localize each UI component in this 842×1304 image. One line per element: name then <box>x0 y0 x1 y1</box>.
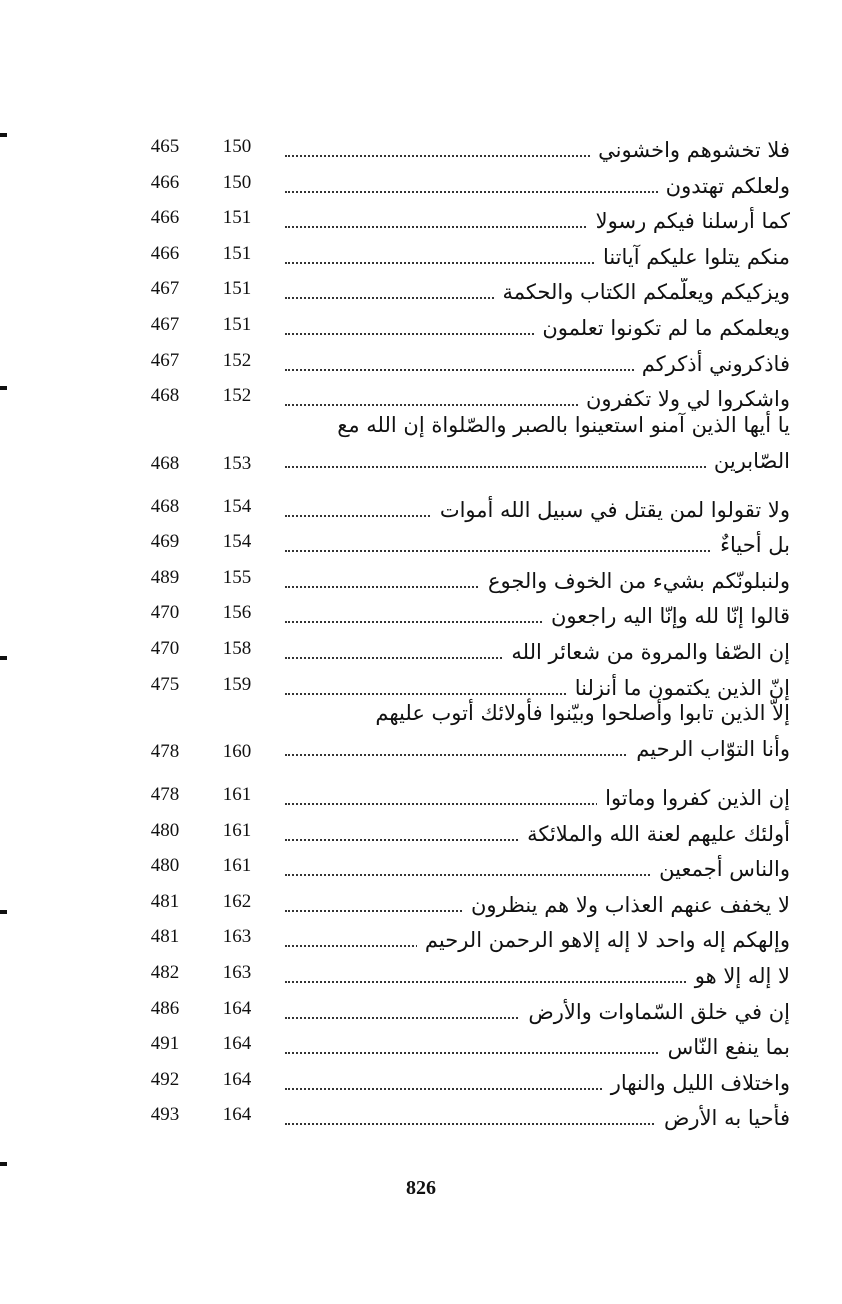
entry-leader <box>285 784 790 812</box>
entry-text: واختلاف الليل والنهار <box>603 1071 790 1095</box>
entry-page-number: 481 <box>150 890 180 912</box>
entry-verse-number: 152 <box>222 385 252 407</box>
edge-mark <box>0 910 7 914</box>
entry-text-line: يا أيها الذين آمنو استعينوا بالصبر والصّلواة إن الله مع <box>337 412 790 437</box>
entry-verse-number: 161 <box>222 855 252 877</box>
entry-page-number: 466 <box>150 171 180 193</box>
index-entry <box>140 881 790 915</box>
entry-page-number: 480 <box>150 855 180 877</box>
entry-leader <box>285 855 790 883</box>
index-entry <box>140 774 790 808</box>
entry-text: بما ينفع النّاس <box>660 1035 790 1059</box>
index-entry <box>140 628 790 662</box>
entry-verse-number: 164 <box>222 1033 252 1055</box>
index-entry <box>140 126 790 160</box>
entry-verse-number: 150 <box>222 171 252 193</box>
entry-page-number: 481 <box>150 926 180 948</box>
entry-leader <box>285 602 790 630</box>
entry-page-number: 466 <box>150 207 180 229</box>
entry-verse-number: 151 <box>222 207 252 229</box>
entry-leader <box>285 1104 790 1132</box>
index-entry <box>140 810 790 844</box>
entry-text: واشكروا لي ولا تكفرون <box>578 387 790 411</box>
entry-text: لا يخفف عنهم العذاب ولا هم ينظرون <box>463 893 790 917</box>
entry-text: وإلهكم إله واحد لا إله إلاهو الرحمن الرحيم <box>417 928 790 952</box>
entry-page-number: 480 <box>150 819 180 841</box>
entry-page-number: 465 <box>150 136 180 157</box>
index-entry <box>140 845 790 882</box>
entry-verse-number: 151 <box>222 278 252 300</box>
entry-leader <box>285 172 790 200</box>
entry-page-number: 478 <box>150 783 180 805</box>
entry-page-number: 486 <box>150 997 180 1019</box>
entry-verse-number: 161 <box>222 819 252 841</box>
index-entry <box>140 268 790 305</box>
entry-verse-number: 164 <box>222 1068 252 1090</box>
entry-verse-number: 151 <box>222 242 252 264</box>
entry-leader <box>285 350 790 378</box>
entry-text: كما أرسلنا فيكم رسولا <box>588 209 790 233</box>
entry-page-number: 493 <box>150 1104 180 1126</box>
index-entry <box>140 197 790 234</box>
entry-page-number: 468 <box>150 495 180 517</box>
index-entry <box>140 162 790 196</box>
entry-verse-number: 153 <box>222 452 252 474</box>
entry-leader <box>285 1069 790 1097</box>
edge-mark <box>0 133 7 137</box>
entry-page-number: 467 <box>150 349 180 371</box>
entry-verse-number: 158 <box>222 637 252 659</box>
entry-leader <box>285 891 790 919</box>
entry-page-number: 469 <box>150 531 180 553</box>
index-entry <box>140 411 790 477</box>
entry-text: ويعلمكم ما لم تكونوا تعلمون <box>534 316 790 340</box>
entry-verse-number: 164 <box>222 1104 252 1126</box>
entry-verse-number: 160 <box>222 741 252 763</box>
entry-leader <box>285 136 790 164</box>
edge-mark <box>0 656 7 660</box>
entry-verse-number: 154 <box>222 531 252 553</box>
entry-leader <box>285 674 790 702</box>
index-entry <box>140 916 790 953</box>
entry-text: فأحيا به الأرض <box>656 1106 790 1130</box>
entry-text: فاذكروني أذكركم <box>634 352 790 376</box>
entry-verse-number: 156 <box>222 602 252 624</box>
entry-text: ولنبلونّكم بشيء من الخوف والجوع <box>480 569 790 593</box>
entry-page-number: 467 <box>150 278 180 300</box>
entry-verse-number: 152 <box>222 349 252 371</box>
index-entry <box>140 521 790 558</box>
index-entry <box>140 952 790 986</box>
entry-text: قالوا إنّا لله وإنّا اليه راجعون <box>543 604 790 628</box>
entry-text: إنّ الذين يكتمون ما أنزلنا <box>567 676 790 700</box>
entry-page-number: 489 <box>150 566 180 588</box>
entry-leader <box>285 1033 790 1061</box>
entry-page-number: 470 <box>150 637 180 659</box>
entry-text: فلا تخشوهم واخشوني <box>590 138 790 162</box>
entry-verse-number: 162 <box>222 890 252 912</box>
index-entry <box>140 988 790 1022</box>
index-entry <box>140 1023 790 1060</box>
index-entry <box>140 592 790 629</box>
entry-text: منكم يتلوا عليكم آياتنا <box>595 245 790 269</box>
entry-leader <box>285 962 790 990</box>
index-entry <box>140 664 790 698</box>
entry-page-number: 478 <box>150 741 180 763</box>
entry-verse-number: 154 <box>222 495 252 517</box>
entry-leader <box>285 278 790 306</box>
entry-leader <box>285 314 790 342</box>
entry-verse-number: 163 <box>222 926 252 948</box>
entry-leader <box>285 735 790 763</box>
entry-page-number: 468 <box>150 385 180 407</box>
entry-text: إن في خلق السّماوات والأرض <box>520 1000 790 1024</box>
entry-leader <box>285 496 790 524</box>
entry-text: إن الصّفا والمروة من شعائر الله <box>503 640 790 664</box>
entry-page-number: 491 <box>150 1033 180 1055</box>
index-entry <box>140 340 790 374</box>
entry-page-number: 470 <box>150 602 180 624</box>
entry-text: ولا تقولوا لمن يقتل في سبيل الله أموات <box>432 498 790 522</box>
entry-leader <box>285 998 790 1026</box>
entry-text-line: إلاّ الذين تابوا وأصلحوا وبيّنوا فأولائك أتوب عليهم <box>375 701 790 726</box>
entry-leader <box>285 567 790 595</box>
entry-page-number: 475 <box>150 673 180 695</box>
entry-verse-number: 151 <box>222 314 252 335</box>
entry-page-number: 466 <box>150 242 180 264</box>
entry-page-number: 482 <box>150 961 180 983</box>
entry-text: لا إله إلا هو <box>687 964 790 988</box>
entry-text: أولئك عليهم لعنة الله والملائكة <box>519 822 790 846</box>
index-entry <box>140 233 790 267</box>
entry-page-number: 467 <box>150 314 180 335</box>
entry-leader <box>285 385 790 413</box>
index-entry <box>140 557 790 591</box>
entry-text: إن الذين كفروا وماتوا <box>597 786 790 810</box>
index-entry <box>140 375 790 412</box>
entry-text: ولعلكم تهتدون <box>658 174 790 198</box>
entry-verse-number: 161 <box>222 783 252 805</box>
entry-verse-number: 164 <box>222 997 252 1019</box>
index-entry <box>140 304 790 338</box>
entry-page-number: 492 <box>150 1068 180 1090</box>
entry-leader <box>285 531 790 559</box>
entry-verse-number: 150 <box>222 136 252 157</box>
index-entry <box>140 699 790 765</box>
edge-mark <box>0 1162 7 1166</box>
entry-text: ويزكيكم ويعلّمكم الكتاب والحكمة <box>494 280 790 304</box>
entry-verse-number: 155 <box>222 566 252 588</box>
entry-leader <box>285 207 790 235</box>
entry-leader <box>285 926 790 954</box>
index-entry <box>140 486 790 520</box>
entry-page-number: 468 <box>150 452 180 474</box>
entry-leader <box>285 820 790 848</box>
entry-text: بل أحياءٌ <box>712 533 790 557</box>
index-entry <box>140 1059 790 1093</box>
index-entry <box>140 1094 790 1131</box>
entry-verse-number: 163 <box>222 961 252 983</box>
entry-leader <box>285 243 790 271</box>
entry-text: وأنا التوّاب الرحيم <box>628 737 790 761</box>
entry-leader <box>285 447 790 475</box>
entry-verse-number: 159 <box>222 673 252 695</box>
entry-leader <box>285 638 790 666</box>
edge-mark <box>0 386 7 390</box>
entry-text: الصّابرين <box>706 449 790 473</box>
entry-text: والناس أجمعين <box>651 857 790 881</box>
page-number: 826 <box>406 1177 436 1199</box>
